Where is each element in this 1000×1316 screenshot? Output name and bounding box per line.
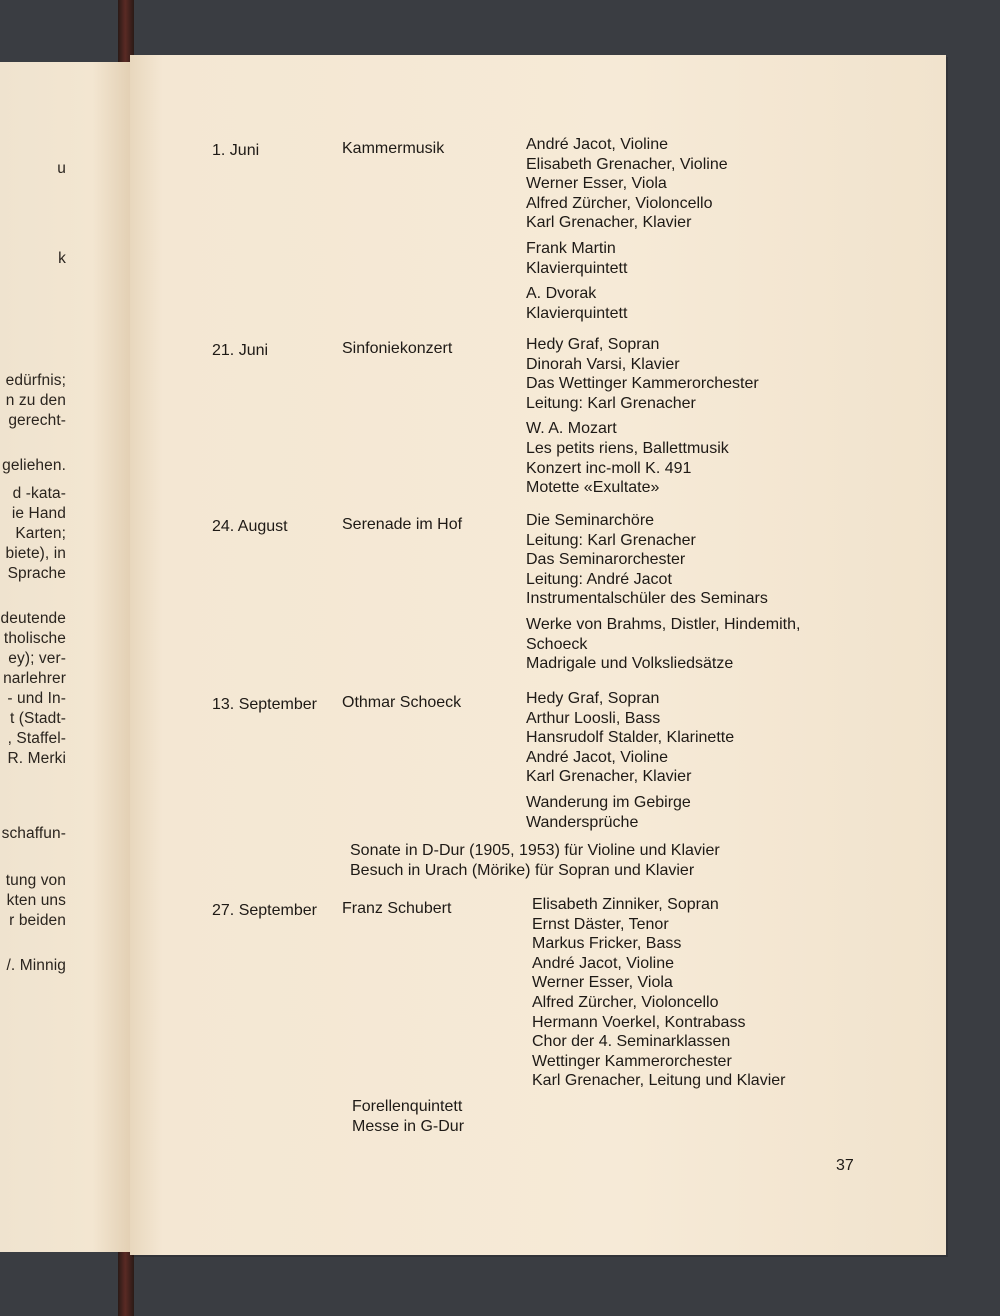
concert-title: Sinfoniekonzert — [342, 340, 453, 357]
work-group — [526, 615, 800, 674]
performer: André Jacot, Violine — [532, 954, 675, 972]
left-text-fragment: deutende — [0, 610, 66, 627]
right-page — [130, 55, 946, 1255]
performer: André Jacot, Violine — [526, 748, 669, 766]
performer: Instrumentalschüler des Seminars — [526, 590, 768, 608]
work-line: Wanderung im Gebirge — [526, 793, 691, 811]
left-text-fragment: t (Stadt- — [9, 710, 66, 727]
performer: Wettinger Kammerorchester — [532, 1052, 732, 1070]
work-line: Madrigale und Volksliedsätze — [526, 655, 734, 673]
performer: Elisabeth Zinniker, Sopran — [532, 896, 719, 913]
left-text-fragment: schaffun- — [1, 825, 66, 842]
performer: Werner Esser, Viola — [532, 974, 673, 992]
performer-list — [526, 689, 734, 787]
performer-list — [532, 895, 785, 1091]
left-text-fragment: gerecht- — [8, 412, 66, 429]
left-text-fragment: R. Merki — [7, 750, 66, 767]
concert-title: Franz Schubert — [342, 900, 452, 917]
work-line: Klavierquintett — [526, 304, 628, 322]
performer: Das Wettinger Kammerorchester — [526, 375, 759, 393]
left-text-fragment: Karten; — [15, 525, 66, 542]
performer: Das Seminarorchester — [526, 551, 686, 569]
work-line: Frank Martin — [526, 239, 616, 257]
work-line: Sonate in D-Dur (1905, 1953) für Violine und Klavier — [350, 842, 720, 859]
work-group — [526, 793, 734, 832]
performer: Werner Esser, Viola — [526, 175, 667, 193]
page-number: 37 — [836, 1157, 854, 1174]
work-line: Besuch in Urach (Mörike) für Sopran und Klavier — [350, 862, 695, 879]
left-text-fragment: - und In- — [7, 690, 66, 707]
performer: Karl Grenacher, Klavier — [526, 768, 692, 786]
concert-title: Kammermusik — [342, 140, 445, 157]
work-line: Forellenquintett — [352, 1098, 463, 1115]
performer: Karl Grenacher, Leitung und Klavier — [532, 1072, 786, 1090]
performer: Elisabeth Grenacher, Violine — [526, 155, 728, 173]
work-line: Les petits riens, Ballettmusik — [526, 439, 729, 457]
performer: Ernst Däster, Tenor — [532, 915, 669, 933]
work-group — [526, 284, 728, 323]
performer-list — [526, 135, 728, 233]
work-line: Messe in G-Dur — [352, 1118, 465, 1135]
performer: Hermann Voerkel, Kontrabass — [532, 1013, 746, 1031]
left-text-fragment: n zu den — [5, 392, 66, 409]
performer: Leitung: Karl Grenacher — [526, 394, 696, 412]
concert-title: Othmar Schoeck — [342, 694, 462, 711]
work-group — [526, 419, 759, 497]
work-line: Konzert inc-moll K. 491 — [526, 459, 692, 477]
left-text-fragment: r beiden — [9, 912, 66, 929]
performer: Chor der 4. Seminarklassen — [532, 1033, 731, 1051]
concert-details — [526, 335, 759, 504]
concert-date: 1. Juni — [212, 142, 260, 159]
left-text-fragment: ey); ver- — [8, 650, 66, 667]
left-text-fragment: tholische — [3, 630, 66, 647]
concert-details — [526, 689, 734, 838]
left-text-fragment: d -kata- — [12, 485, 66, 502]
left-text-fragment: ie Hand — [11, 505, 66, 522]
left-text-fragment: kten uns — [6, 892, 66, 909]
work-line: Klavierquintett — [526, 259, 628, 277]
performer: André Jacot, Violine — [526, 136, 669, 153]
concert-date: 24. August — [212, 518, 288, 535]
performer: Leitung: Karl Grenacher — [526, 531, 696, 549]
concert-details — [526, 135, 728, 329]
concert-details — [526, 511, 800, 680]
concert-date: 27. September — [212, 902, 317, 919]
work-line: Wandersprüche — [526, 813, 639, 831]
work-line: A. Dvorak — [526, 285, 597, 303]
left-text-fragment: tung von — [5, 872, 66, 889]
left-text-fragment: , Staffel- — [7, 730, 66, 747]
work-group — [526, 239, 728, 278]
performer-list — [526, 511, 800, 609]
performer: Die Seminarchöre — [526, 512, 655, 529]
performer: Leitung: André Jacot — [526, 570, 672, 588]
performer: Hansrudolf Stalder, Klarinette — [526, 729, 735, 747]
left-text-fragment: /. Minnig — [6, 957, 66, 974]
concert-title: Serenade im Hof — [342, 516, 463, 533]
performer-list — [526, 335, 759, 413]
left-text-fragment: k — [58, 250, 66, 267]
left-text-fragment: u — [57, 160, 66, 177]
performer: Dinorah Varsi, Klavier — [526, 355, 680, 373]
concert-details — [532, 895, 785, 1097]
work-line: Motette «Exultate» — [526, 479, 660, 497]
performer: Hedy Graf, Sopran — [526, 336, 660, 353]
left-page — [0, 62, 132, 1252]
performer: Karl Grenacher, Klavier — [526, 214, 692, 232]
left-text-fragment: biete), in — [5, 545, 66, 562]
concert-date: 13. September — [212, 696, 317, 713]
work-line: W. A. Mozart — [526, 420, 617, 438]
performer: Arthur Loosli, Bass — [526, 709, 661, 727]
performer: Hedy Graf, Sopran — [526, 690, 660, 707]
work-line: Schoeck — [526, 635, 588, 653]
performer: Alfred Zürcher, Violoncello — [526, 194, 713, 212]
work-line: Werke von Brahms, Distler, Hindemith, — [526, 615, 801, 633]
left-text-fragment: geliehen. — [2, 457, 66, 474]
left-text-fragment: edürfnis; — [5, 372, 66, 389]
performer: Alfred Zürcher, Violoncello — [532, 993, 719, 1011]
performer: Markus Fricker, Bass — [532, 935, 682, 953]
left-text-fragment: Sprache — [7, 565, 66, 582]
left-text-fragment: narlehrer — [3, 670, 66, 687]
concert-date: 21. Juni — [212, 342, 269, 359]
